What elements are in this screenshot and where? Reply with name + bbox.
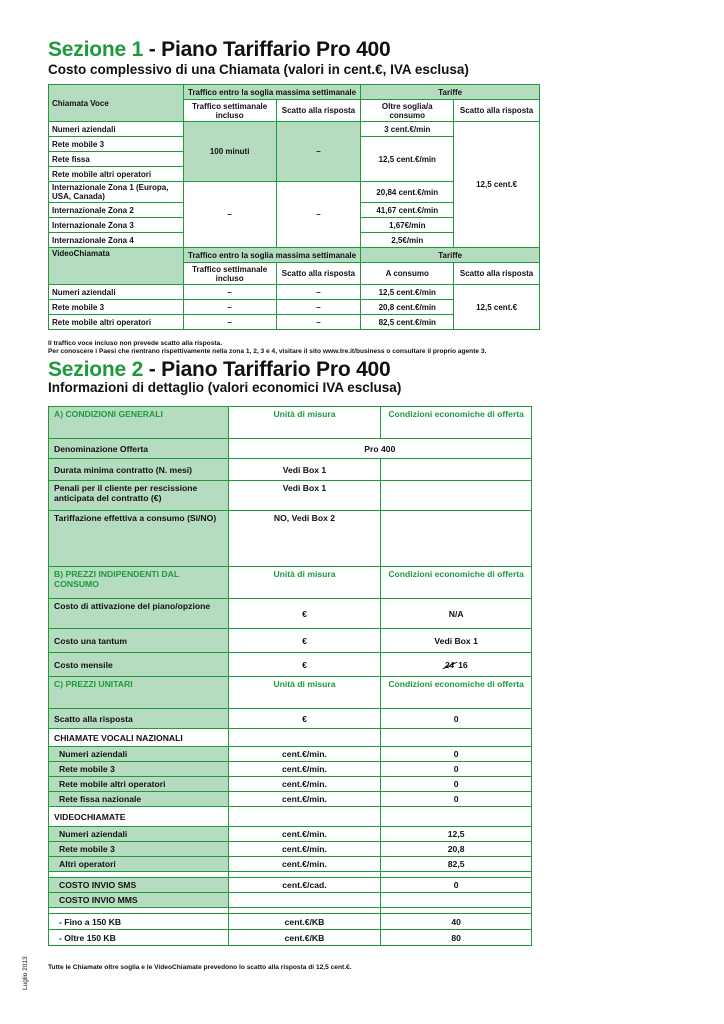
row-label: Internazionale Zona 3: [49, 218, 184, 233]
section2-title: Sezione 2 - Piano Tariffario Pro 400: [48, 358, 391, 381]
video-header: VIDEOCHIAMATE: [49, 807, 229, 827]
vocali-label: Rete fissa nazionale: [49, 792, 229, 807]
footer-note: Tutte le Chiamate oltre soglia e le VideoChiamate prevedono lo scatto alla risposta di 12,5 cent.€.: [48, 964, 352, 971]
col-scatto: Scatto alla risposta: [276, 100, 361, 122]
vocali-unit: cent.€/min.: [228, 747, 381, 762]
vocali-label: Numeri aziendali: [49, 747, 229, 762]
video-value: 12,5: [381, 827, 532, 842]
col-traffic: Traffico settimanale incluso: [183, 263, 276, 285]
new-price: 16: [458, 659, 468, 670]
dash: –: [183, 300, 276, 315]
attivazione-value: N/A: [381, 599, 532, 629]
mms-header: COSTO INVIO MMS: [49, 893, 229, 908]
mms-label: - Oltre 150 KB: [49, 930, 229, 946]
c-header: C) PREZZI UNITARI: [49, 677, 229, 709]
col-traffic: Traffico settimanale incluso: [183, 100, 276, 122]
vocali-unit: cent.€/min.: [228, 762, 381, 777]
price: 1,67€/min: [361, 218, 454, 233]
video-scatto: 12,5 cent.€: [454, 285, 540, 330]
mensile-label: Costo mensile: [49, 653, 229, 677]
vocali-label: Rete mobile 3: [49, 762, 229, 777]
vocali-unit: cent.€/min.: [228, 792, 381, 807]
cond-header: Condizioni economiche di offerta: [381, 677, 532, 709]
vocali-value: 0: [381, 762, 532, 777]
unit-header: Unità di misura: [228, 567, 381, 599]
row-label: Rete mobile altri operatori: [49, 167, 184, 182]
mms-unit: cent.€/KB: [228, 930, 381, 946]
dash: –: [276, 122, 361, 182]
denominazione-value: Pro 400: [228, 439, 531, 459]
tariffe-header: Tariffe: [361, 85, 540, 100]
date-label: Luglio 2013: [22, 956, 29, 990]
penali-value: Vedi Box 1: [228, 481, 381, 511]
tariffazione-value: NO, Vedi Box 2: [228, 511, 381, 567]
sms-value: 0: [381, 878, 532, 893]
mms-value: 80: [381, 930, 532, 946]
traffic-header: Traffico entro la soglia massima settimanale: [183, 248, 361, 263]
attivazione-label: Costo di attivazione del piano/opzione: [49, 599, 229, 629]
denominazione-label: Denominazione Offerta: [49, 439, 229, 459]
mensile-unit: €: [228, 653, 381, 677]
row-label: Internazionale Zona 1 (Europa, USA, Canada): [49, 182, 184, 203]
col-scatto: Scatto alla risposta: [276, 263, 361, 285]
video-value: 82,5: [381, 857, 532, 872]
price: 3 cent.€/min: [361, 122, 454, 137]
detail-table: [48, 406, 532, 946]
note: Il traffico voce incluso non prevede scatto alla risposta.: [48, 340, 223, 347]
col-oltre: Oltre soglia/a consumo: [361, 100, 454, 122]
dash: –: [183, 285, 276, 300]
scatto-unit: €: [228, 709, 381, 729]
row-label: Rete fissa: [49, 152, 184, 167]
tantum-unit: €: [228, 629, 381, 653]
col-scatto2: Scatto alla risposta: [454, 263, 540, 285]
video-label: Numeri aziendali: [49, 827, 229, 842]
vocali-unit: cent.€/min.: [228, 777, 381, 792]
row-label: Internazionale Zona 4: [49, 233, 184, 248]
tariff-table: [48, 84, 540, 330]
penali-label: Penali per il cliente per rescissione anticipata del contratto (€): [49, 481, 229, 511]
scatto-value: 12,5 cent.€: [454, 122, 540, 248]
dash: –: [276, 182, 361, 248]
row-label: Internazionale Zona 2: [49, 203, 184, 218]
row-label: Numeri aziendali: [49, 122, 184, 137]
scatto-value: 0: [381, 709, 532, 729]
col-consumo: A consumo: [361, 263, 454, 285]
unit-header: Unità di misura: [228, 677, 381, 709]
scatto-label: Scatto alla risposta: [49, 709, 229, 729]
traffic-header: Traffico entro la soglia massima settimanale: [183, 85, 361, 100]
mensile-value-cell: [381, 653, 532, 677]
video-value: 20,8: [381, 842, 532, 857]
cond-header: Condizioni economiche di offerta: [381, 407, 532, 439]
dash: –: [276, 300, 361, 315]
mms-label: - Fino a 150 KB: [49, 914, 229, 930]
mms-value: 40: [381, 914, 532, 930]
video-header: VideoChiamata: [49, 248, 184, 285]
durata-value: Vedi Box 1: [228, 459, 381, 481]
tariffazione-label: Tariffazione effettiva a consumo (Sì/NO): [49, 511, 229, 567]
sms-label: COSTO INVIO SMS: [49, 878, 229, 893]
mms-unit: cent.€/KB: [228, 914, 381, 930]
section2-subtitle: Informazioni di dettaglio (valori economici IVA esclusa): [48, 380, 402, 395]
sms-unit: cent.€/cad.: [228, 878, 381, 893]
video-row-label: Numeri aziendali: [49, 285, 184, 300]
unit-header: Unità di misura: [228, 407, 381, 439]
vocali-header: CHIAMATE VOCALI NAZIONALI: [49, 729, 229, 747]
attivazione-unit: €: [228, 599, 381, 629]
video-unit: cent.€/min.: [228, 842, 381, 857]
a-header: A) CONDIZIONI GENERALI: [49, 407, 229, 439]
cond-header: Condizioni economiche di offerta: [381, 567, 532, 599]
note: Per conoscere i Paesi che rientrano rispettivamente nella zona 1, 2, 3 e 4, visitare il sito www.tre.it/business o consultare il proprio agente 3.: [48, 348, 487, 355]
tantum-value: Vedi Box 1: [381, 629, 532, 653]
dash: –: [276, 315, 361, 330]
price: 20,84 cent.€/min: [361, 182, 454, 203]
vocali-value: 0: [381, 792, 532, 807]
tariffe-header: Tariffe: [361, 248, 540, 263]
video-label: Rete mobile 3: [49, 842, 229, 857]
price: 20,8 cent.€/min: [361, 300, 454, 315]
video-row-label: Rete mobile 3: [49, 300, 184, 315]
voice-header: Chiamata Voce: [49, 85, 184, 122]
video-row-label: Rete mobile altri operatori: [49, 315, 184, 330]
video-unit: cent.€/min.: [228, 857, 381, 872]
dash: –: [183, 182, 276, 248]
price: 2,5€/min: [361, 233, 454, 248]
vocali-value: 0: [381, 777, 532, 792]
price: 12,5 cent.€/min: [361, 137, 454, 182]
price: 12,5 cent.€/min: [361, 285, 454, 300]
price: 41,67 cent.€/min: [361, 203, 454, 218]
section1-subtitle: Costo complessivo di una Chiamata (valori in cent.€, IVA esclusa): [48, 62, 469, 77]
section1-notes: [48, 340, 486, 356]
video-label: Altri operatori: [49, 857, 229, 872]
dash: –: [276, 285, 361, 300]
row-label: Rete mobile 3: [49, 137, 184, 152]
b-header: B) PREZZI INDIPENDENTI DAL CONSUMO: [49, 567, 229, 599]
section1-title: Sezione 1 - Piano Tariffario Pro 400: [48, 38, 391, 61]
vocali-label: Rete mobile altri operatori: [49, 777, 229, 792]
durata-label: Durata minima contratto (N. mesi): [49, 459, 229, 481]
price: 82,5 cent.€/min: [361, 315, 454, 330]
old-price: 24: [444, 659, 455, 670]
vocali-value: 0: [381, 747, 532, 762]
included-minutes: 100 minuti: [183, 122, 276, 182]
dash: –: [183, 315, 276, 330]
tantum-label: Costo una tantum: [49, 629, 229, 653]
col-scatto2: Scatto alla risposta: [454, 100, 540, 122]
video-unit: cent.€/min.: [228, 827, 381, 842]
